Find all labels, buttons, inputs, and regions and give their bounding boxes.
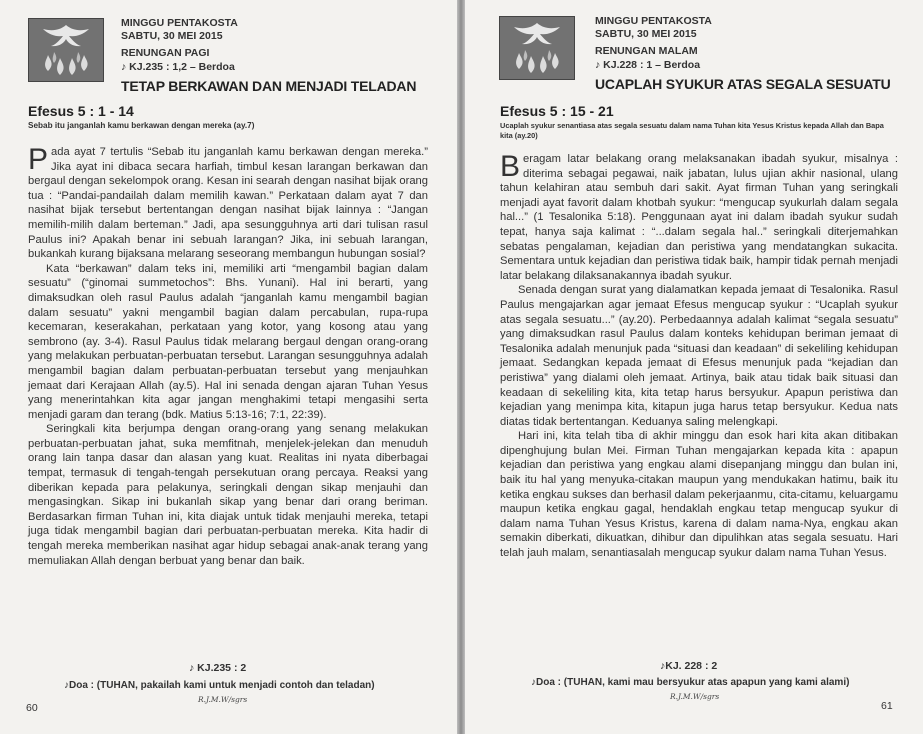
paragraph: Seringkali kita berjumpa dengan orang-orang yang senang melakukan perbuatan-perbuatan jahat, suka memfitnah, menjelek-jelekan dan menuduh orang lain tanpa dasar dan alasan yang kuat. Realitas ini nyata diberbagai tempat, termasuk di tengah-tengah persekutuan orang percaya. Reaksi yang diberikan kepada para pelakunya, seringkali dengan sikap menjauhi dan mengasingkan. Sikap ini bukanlah sikap yang benar dari orang beriman. Berdasarkan firman Tuhan ini, kita diajak untuk tidak menjauhi mereka, tetapi juga tidak mengambil bagian dari perbuatan-perbuatan mereka. Kita hadir di tengah mereka memberikan nasihat agar hidup sebagai anak-anak terang yang memuliakan Allah dengan berbuat yang benar dan baik. xyxy=(28,423,428,567)
paragraph: Kata “berkawan” dalam teks ini, memiliki arti “mengambil bagian dalam sesuatu” (“ginomai summetochos”: Bhs. Yunani). Hal ini berarti, yang dimaksudkan oleh rasul Paulus adalah “janganlah kamu mengambil bagian dalam sesuatu” yakni mengambil bagian dalam percabulan, rupa-rupa kecemaran, keserakahan, perkataan yang kotor, yang kosong atau yang sembrono (ay. 3-4). Rasul Paulus tidak melarang bergaul dengan orang-orang yang melakukan perbuatan-perbuatan tersebut. Larangan sesungguhnya adalah mengambil bagian dalam perbuatan-perbuatan tersebut yang menjauhkan jemaat dari Kerajaan Allah (ay.5). Hal ini senada dengan ajaran Tuhan Yesus yang menerintahkan kita agar jangan menghakimi tetapi mengasihi serta menjadi garam dan terang (bdk. Matius 5:13-16; 7:1, 22:39). xyxy=(28,262,428,421)
date-label: SABTU, 30 MEI 2015 xyxy=(595,28,697,41)
closing-hymn: ♪ KJ.235 : 2 xyxy=(189,662,247,674)
opening-hymn: ♪ KJ.228 : 1 – Berdoa xyxy=(595,58,701,71)
key-verse: Ucaplah syukur senantiasa atas segala sesuatu dalam nama Tuhan kita Yesus Kristus kepada Allah dan Bapa kita (ay.20) xyxy=(500,121,884,140)
closing-hymn: ♪KJ. 228 : 2 xyxy=(660,660,718,672)
left-page xyxy=(0,0,457,734)
paragraph: Senada dengan surat yang dialamatkan kepada jemaat di Tesalonika. Rasul Paulus mengajarkan agar jemaat Efesus mengucap syukur : “Ucaplah syukur atas segala sesuatu...” (ay.20). Perbedaannya adalah kalimat “segala sesuatu” yang dimaksudkan rasul Paulus dalam konteks kehidupan beriman jemaat di Tesalonika adalah menunjuk pada “situasi dan keadaan” di sekeliling kehidupan jemaat. Sedangkan kepada jemaat di Efesus menunjuk pada “kejadian dan peristiwa” yang dialami oleh jemaat. Artinya, baik atau tidak baik situasi dan keadaan di sekeliling kita, kita tetap harus bersyukur. Apapun peristiwa dan kejadian yang menimpa kita, kitapun juga harus tetap bersyukur. Kedua nats diatas tidak bertentangan. Keduanya saling melengkapi. xyxy=(500,284,898,428)
closing-prayer: ♪Doa : (TUHAN, kami mau bersyukur atas apapun yang kami alami) xyxy=(531,677,850,688)
scripture-reference: Efesus 5 : 15 - 21 xyxy=(500,103,614,119)
right-page xyxy=(465,0,923,734)
page-number: 61 xyxy=(881,700,893,712)
book-gutter xyxy=(457,0,465,734)
occasion-label: MINGGU PENTAKOSTA xyxy=(595,15,712,27)
session-label: RENUNGAN PAGI xyxy=(121,47,210,60)
date-label: SABTU, 30 MEI 2015 xyxy=(121,30,223,43)
devotion-body xyxy=(28,145,428,568)
devotion-body xyxy=(500,152,898,561)
paragraph: Beragam latar belakang orang melaksanakan ibadah syukur, misalnya : diterima sebagai pegawai, naik jabatan, lulus ujian akhir nasional, ulang tahun kelahiran atau sembuh dari sakit. Ayat firman Tuhan yang seringkali menjadi ayat favorit dalam khotbah syukur: “mengucap syukurlah dalam segala hal...” (1 Tesalonika 5:18). Penggunaan ayat ini dalam ibadah syukur sudah tepat, hanya saja kalimat : “...dalam segala hal..” seringkali diterjemahkan sebatas pengalaman, kejadian dan peristiwa yang mendatangkan sukacita. Sementara untuk kejadian dan peristiwa tidak baik, hampir tidak pernah menjadi latar belakang dilaksanakannya ibadah syukur. xyxy=(500,150,898,282)
devotion-header xyxy=(595,15,712,72)
author-signature: R.J.M.W/sgrs xyxy=(198,695,248,704)
key-verse: Sebab itu janganlah kamu berkawan dengan mereka (ay.7) xyxy=(28,121,255,130)
opening-hymn: ♪ KJ.235 : 1,2 – Berdoa xyxy=(121,60,235,73)
dove-flame-logo xyxy=(499,16,575,80)
occasion-label: MINGGU PENTAKOSTA xyxy=(121,17,238,29)
devotion-header xyxy=(121,17,238,74)
page-number: 60 xyxy=(26,702,38,714)
paragraph: Pada ayat 7 tertulis “Sebab itu janganlah kamu berkawan dengan mereka.” Jika ayat ini dibaca secara harfiah, timbul kesan larangan berkawan dan bergaul dengan sekelompok orang. Kesan ini searah dengan nasihat bijak orang tua : “Pandai-pandailah dalam memilih kawan.” Perkataan dalam ayat 7 dan nasihat bijak tersebut bertentangan dengan nasihat bijak lainnya : “Jangan memilih-milih dalam berteman.” Jadi, apa sesungguhnya arti dari tulisan rasul Paulus ini? Apakah benar ini sebuah larangan? Jika, ini sebuah larangan, bukankah kurang bijaksana melarang seseorang membangun hubungan sosial? xyxy=(28,143,428,261)
dove-flame-logo xyxy=(28,18,104,82)
drop-cap: B xyxy=(500,150,521,183)
scripture-reference: Efesus 5 : 1 - 14 xyxy=(28,103,134,119)
paragraph: Hari ini, kita telah tiba di akhir minggu dan esok hari kita akan ditibakan dipenghujung bulan Mei. Firman Tuhan mengajarkan kepada kita : apapun kejadian dan peristiwa yang engkau alami disepanjang minggu dan bulan ini, baik itu hal yang menyuka-citakan maupun yang mendukakan hatimu, baik itu ketika engkau sukses dan berhasil dalam pekerjaanmu, cita-citamu, keluargamu maupun ketika engkau gagal, hendaklah engkau tetap mengucap syukur di dalam nama Tuhan Yesus Kristus, karena di dalam nama-Nya, engkau akan semakin diberkati, dikuatkan, dihibur dan dipulihkan atas segala sesuatu. Hari telah jauh malam, senantiasalah mengucap syukur dalam nama Tuhan Yesus. xyxy=(500,430,898,560)
session-label: RENUNGAN MALAM xyxy=(595,45,698,58)
devotion-title: TETAP BERKAWAN DAN MENJADI TELADAN xyxy=(121,78,417,94)
devotion-title: UCAPLAH SYUKUR ATAS SEGALA SESUATU xyxy=(595,76,891,92)
closing-prayer: ♪Doa : (TUHAN, pakailah kami untuk menjadi contoh dan teladan) xyxy=(64,680,375,691)
author-signature: R.J.M.W/sgrs xyxy=(670,692,720,701)
drop-cap: P xyxy=(28,143,49,176)
